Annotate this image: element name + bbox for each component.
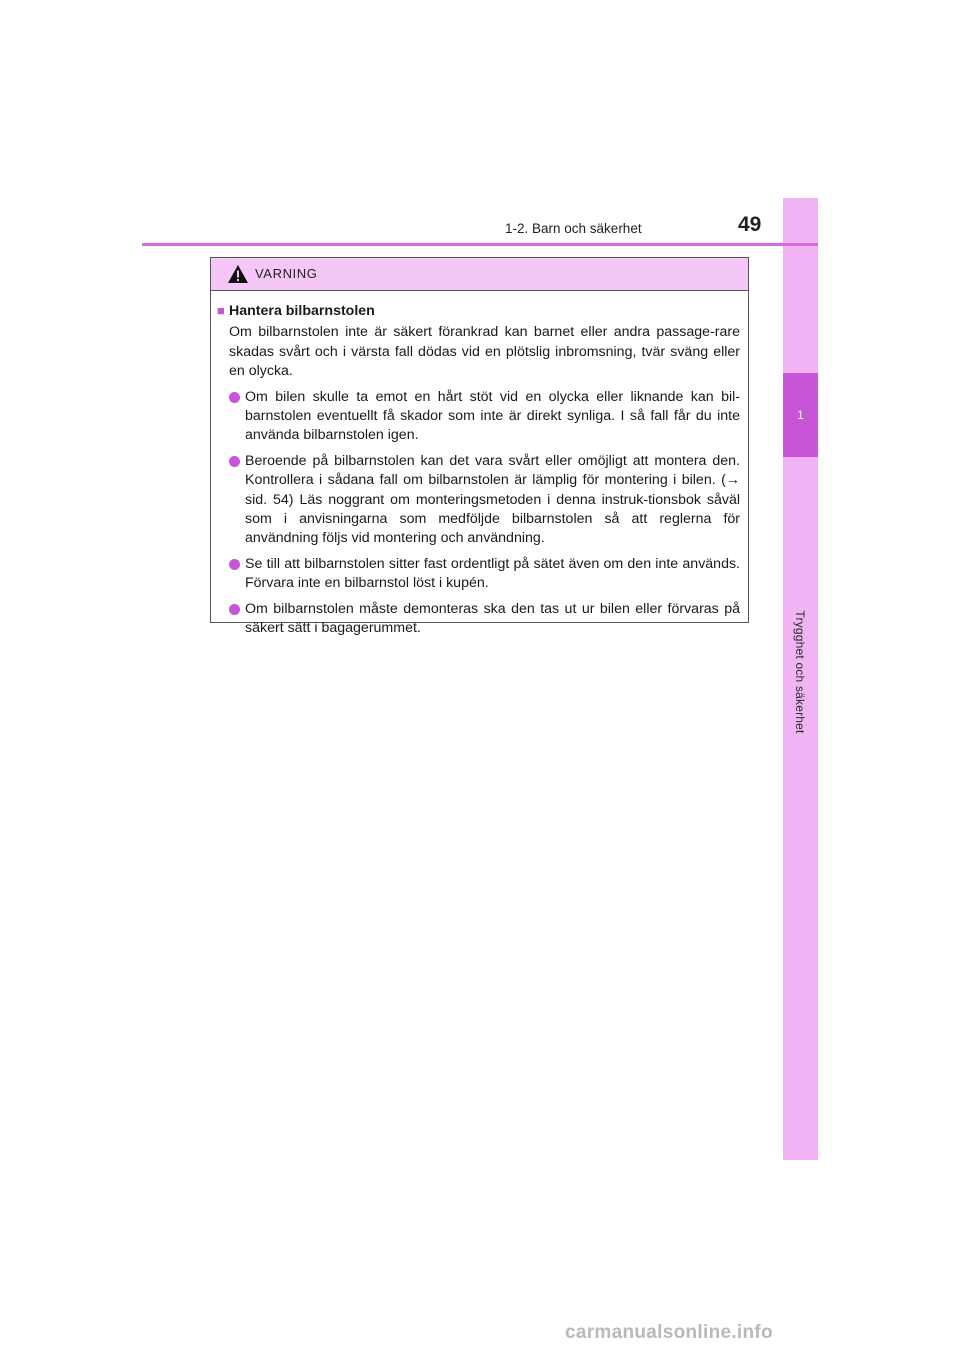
chapter-number: 1 [783, 373, 818, 457]
list-item-text: Om bilen skulle ta emot en hårt stöt vid en olycka eller liknande kan bil-barnstolen eventuellt få skador som inte är direkt synliga. I så fall får du inte använda bilbarnstolen igen. [245, 388, 740, 444]
warning-triangle-icon [227, 264, 249, 284]
header-divider [142, 243, 818, 246]
list-item-text: Beroende på bilbarnstolen kan det vara svårt eller omöjligt att montera den. Kontrollera i sådana fall om bilbarnstolen är lämplig för montering i bilen. (→ sid. 54) Läs noggrant om monteringsmetoden i denna instruk-tionsbok såväl som i anvisningarna som medföljde bilbarnstolen så att reglerna för användning följs vid montering och användning. [245, 452, 740, 547]
side-tab [783, 198, 818, 1160]
warning-title: VARNING [255, 266, 318, 281]
warning-body [211, 291, 748, 639]
round-bullet-icon [229, 392, 240, 403]
warning-header [211, 258, 748, 291]
watermark-link[interactable]: carmanualsonline.info [565, 1322, 773, 1343]
chapter-label: Trygghet och säkerhet [793, 610, 807, 734]
list-item [229, 555, 740, 594]
list-item-text: Se till att bilbarnstolen sitter fast ordentligt på sätet även om den inte används. Förvara inte en bilbarnstol löst i kupén. [245, 555, 740, 592]
round-bullet-icon [229, 559, 240, 570]
page-number: 49 [738, 213, 762, 236]
warning-heading: Hantera bilbarnstolen [229, 303, 375, 319]
warning-box [210, 257, 749, 637]
warning-intro: Om bilbarnstolen inte är säkert förankrad kan barnet eller andra passage-rare skadas svårt och i värsta fall dödas vid en plötslig inbromsning, tvär sväng eller en olycka. [229, 324, 740, 380]
list-item-text: Om bilbarnstolen måste demonteras ska den tas ut ur bilen eller förvaras på säkert sätt i bagagerummet. [245, 600, 740, 637]
round-bullet-icon [229, 604, 240, 615]
warning-heading-row [217, 301, 740, 321]
list-item [229, 388, 740, 446]
section-title: 1-2. Barn och säkerhet [505, 221, 642, 236]
list-item [229, 600, 740, 639]
round-bullet-icon [229, 456, 240, 467]
list-item [229, 452, 740, 549]
square-bullet-icon: ■ [217, 303, 225, 318]
